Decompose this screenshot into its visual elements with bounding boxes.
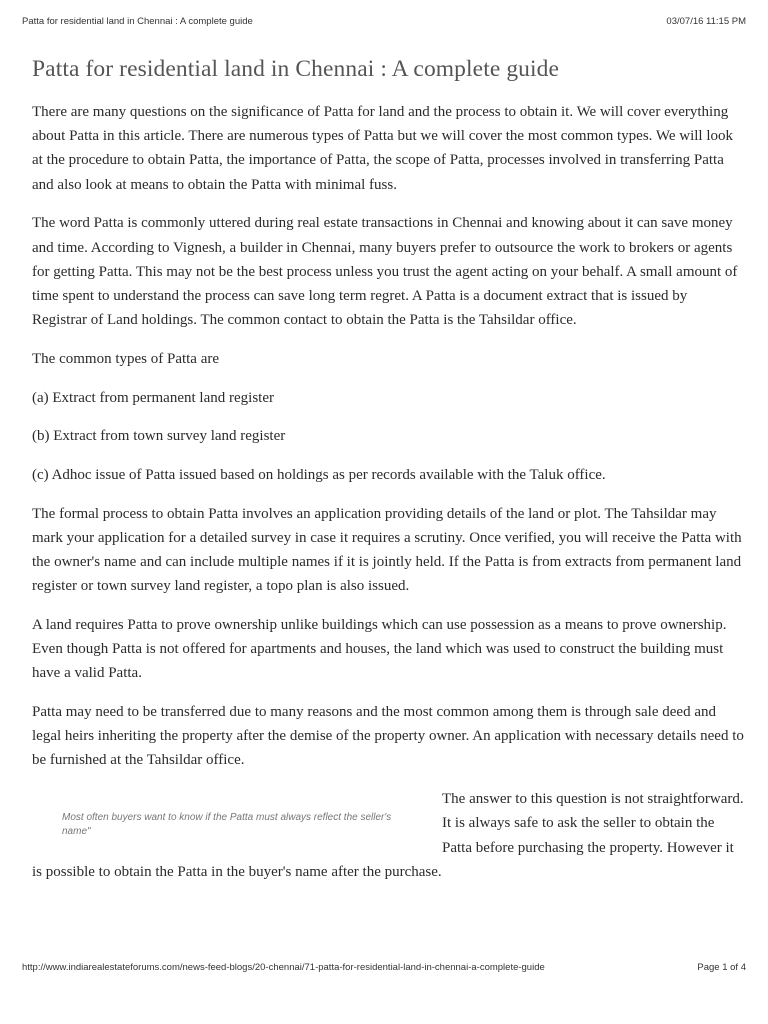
print-footer — [22, 962, 746, 973]
list-item-type-c: (c) Adhoc issue of Patta issued based on holdings as per records available with the Taluk office. — [32, 466, 606, 483]
header-timestamp: 03/07/16 11:15 PM — [666, 16, 746, 27]
header-doc-title: Patta for residential land in Chennai : A complete guide — [22, 16, 253, 27]
footer-url: http://www.indiarealestateforums.com/news-feed-blogs/20-chennai/71-patta-for-residential-land-in-chennai-a-complete-guide — [22, 962, 545, 973]
paragraph-formal-process: The formal process to obtain Patta involves an application providing details of the land or plot. The Tahsildar may mark your application for a detailed survey in case it requires a scrutiny. Once verified, you will receive the Patta with the owner's name and can include multiple names if it is jointly held. If the Patta is from extracts from permanent land register or town survey land register, a topo plan is also issued. — [32, 505, 742, 595]
list-item-type-b: (b) Extract from town survey land register — [32, 428, 286, 445]
paragraph-word-patta: The word Patta is commonly uttered during real estate transactions in Chennai and knowing about it can save money and time. According to Vignesh, a builder in Chennai, many buyers prefer to outsource the work to brokers or agents for getting Patta. This may not be the best process unless you trust the agent acting on your behalf. A small amount of time spent to understand the process can save long term regret. A Patta is a document extract that is issued by Registrar of Land holdings. The common contact to obtain the Patta is the Tahsildar office. — [32, 215, 738, 329]
paragraph-intro: There are many questions on the significance of Patta for land and the process to obtain it. We will cover everything about Patta in this article. There are numerous types of Patta but we will cover the most common types. We will look at the procedure to obtain Patta, the importance of Patta, the scope of Patta, processes involved in transferring Patta and also look at means to obtain the Patta with minimal fuss. — [32, 104, 734, 193]
article-body — [32, 100, 744, 938]
paragraph-transfer: Patta may need to be transferred due to many reasons and the most common among them is through sale deed and legal heirs inheriting the property after the demise of the property owner. An application with necessary details need to be furnished at the Tahsildar office. — [32, 704, 744, 769]
list-item-type-a: (a) Extract from permanent land register — [32, 389, 274, 406]
print-header — [22, 16, 746, 27]
article-title: Patta for residential land in Chennai : A complete guide — [32, 56, 560, 82]
paragraph-types-intro: The common types of Patta are — [32, 350, 220, 367]
paragraph-land-ownership: A land requires Patta to prove ownership unlike buildings which can use possession as a means to prove ownership. Even though Patta is not offered for apartments and houses, the land which was used to construct the building must have a valid Patta. — [32, 616, 727, 682]
paragraph-answer: The answer to this question is not straightforward. It is always safe to ask the seller to obtain the Patta before purchasing the property. However it is possible to obtain the Patta in the buyer's name after the purchase. — [32, 791, 744, 880]
pull-quote: Most often buyers want to know if the Patta must always reflect the seller's name" — [62, 812, 392, 838]
page-number: Page 1 of 4 — [697, 962, 746, 973]
